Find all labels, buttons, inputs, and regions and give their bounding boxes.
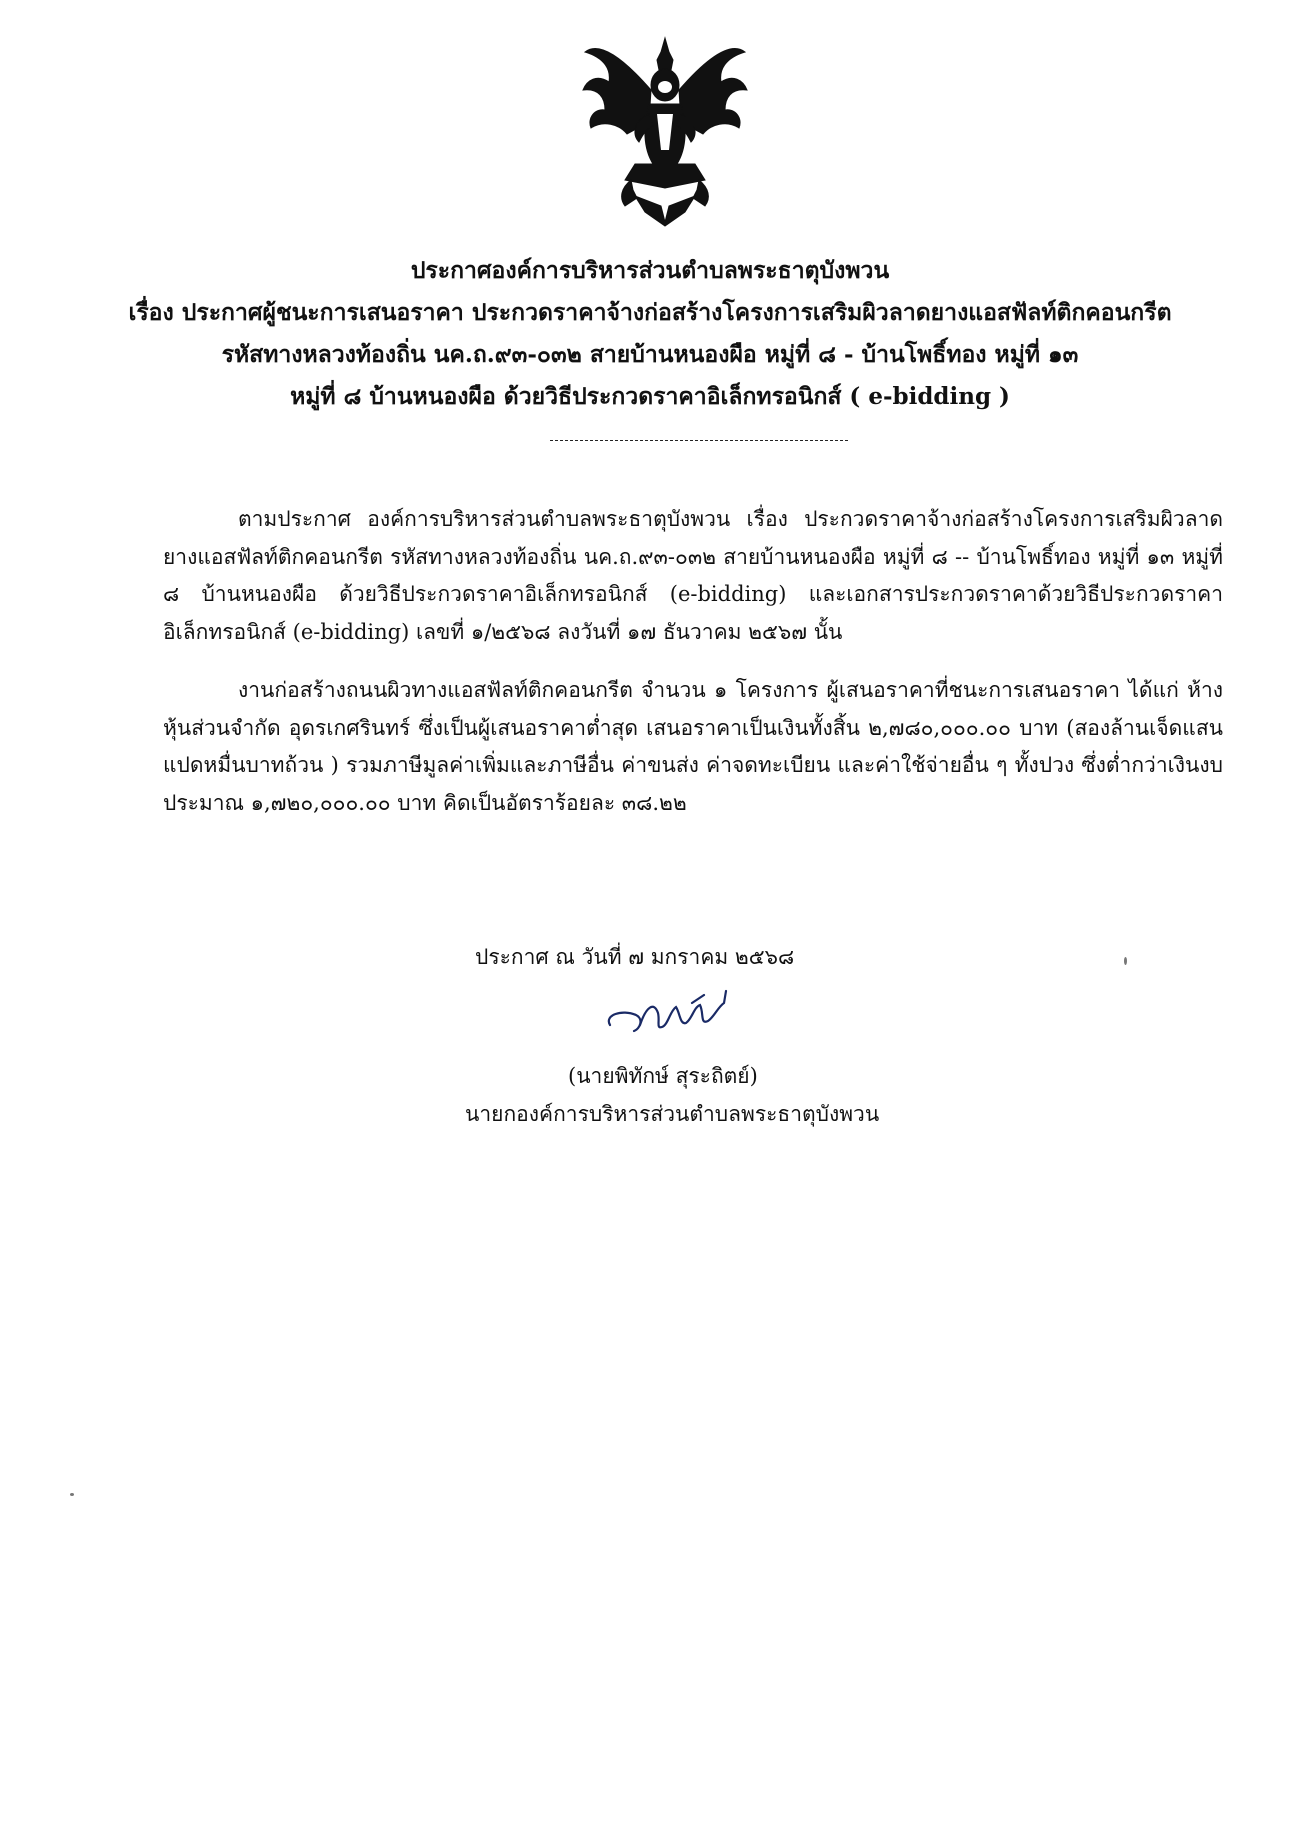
scan-speck (1124, 957, 1127, 965)
heading-title: ประกาศองค์การบริหารส่วนตำบลพระธาตุบังพวน (410, 257, 890, 284)
body-paragraph-reference: ตามประกาศ องค์การบริหารส่วนตำบลพระธาตุบังพวน เรื่อง ประกวดราคาจ้างก่อสร้างโครงการเสริมผิวลาดยางแอสฟัลท์ติกคอนกรีต รหัสทางหลวงท้องถิ่น นค.ถ.๙๓-๐๓๒ สายบ้านหนองผือ หมู่ที่ ๘ -- บ้านโพธิ์ทอง หมู่ที่ ๑๓ หมู่ที่ ๘ บ้านหนองผือ ด้วยวิธีประกวดราคาอิเล็กทรอนิกส์ (e-bidding) และเอกสารประกวดราคาด้วยวิธีประกวดราคาอิเล็กทรอนิกส์ (e-bidding) เลขที่ ๑/๒๕๖๘ ลงวันที่ ๑๗ ธันวาคม ๒๕๖๗ นั้น (163, 507, 1223, 644)
announcement-date: ประกาศ ณ วันที่ ๗ มกราคม ๒๕๖๘ (475, 945, 795, 969)
garuda-emblem-icon (565, 30, 765, 230)
heading-road-code: รหัสทางหลวงท้องถิ่น นค.ถ.๙๓-๐๓๒ สายบ้านหนองผือ หมู่ที่ ๘ - บ้านโพธิ์ทอง หมู่ที่ ๑๓ (221, 341, 1079, 368)
signer-position: นายกองค์การบริหารส่วนตำบลพระธาตุบังพวน (465, 1102, 880, 1126)
signature-icon (600, 985, 750, 1045)
heading-divider (550, 440, 848, 441)
heading-method: หมู่ที่ ๘ บ้านหนองผือ ด้วยวิธีประกวดราคาอิเล็กทรอนิกส์ ( e-bidding ) (290, 383, 1010, 410)
scan-speck (70, 1493, 74, 1496)
signer-name: (นายพิทักษ์ สุระถิตย์) (568, 1064, 758, 1088)
announcement-heading (120, 250, 1180, 418)
heading-subject: เรื่อง ประกาศผู้ชนะการเสนอราคา ประกวดราคาจ้างก่อสร้างโครงการเสริมผิวลาดยางแอสฟัลท์ติกคอนกรีต (128, 299, 1172, 326)
body-paragraph-winner: งานก่อสร้างถนนผิวทางแอสฟัลท์ติกคอนกรีต จำนวน ๑ โครงการ ผู้เสนอราคาที่ชนะการเสนอราคา ได้แก่ ห้างหุ้นส่วนจำกัด อุดรเกศรินทร์ ซึ่งเป็นผู้เสนอราคาต่ำสุด เสนอราคาเป็นเงินทั้งสิ้น ๒,๗๘๐,๐๐๐.๐๐ บาท (สองล้านเจ็ดแสนแปดหมื่นบาทถ้วน ) รวมภาษีมูลค่าเพิ่มและภาษีอื่น ค่าขนส่ง ค่าจดทะเบียน และค่าใช้จ่ายอื่น ๆ ทั้งปวง ซึ่งต่ำกว่าเงินงบประมาณ ๑,๗๒๐,๐๐๐.๐๐ บาท คิดเป็นอัตราร้อยละ ๓๘.๒๒ (163, 678, 1223, 815)
